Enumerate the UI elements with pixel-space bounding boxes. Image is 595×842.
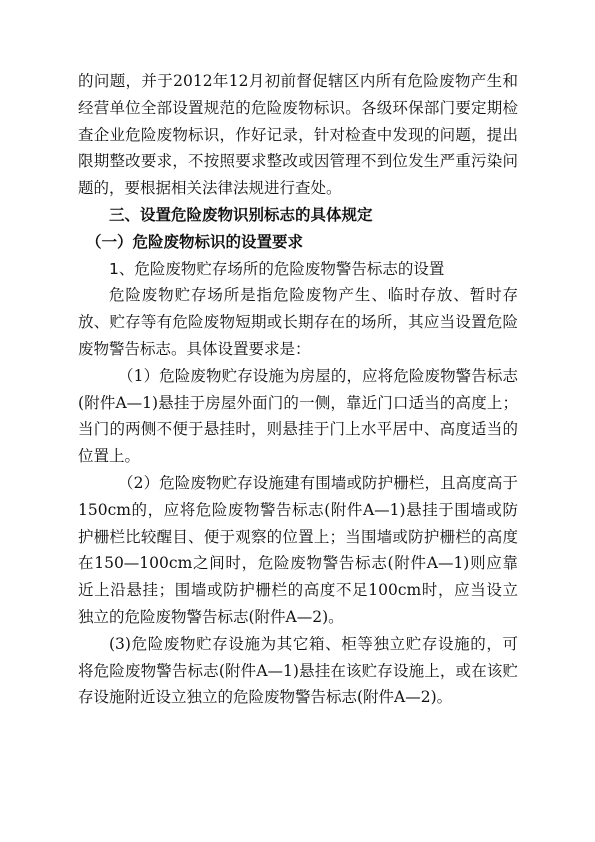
subsection-heading-1: （一）危险废物标识的设置要求: [86, 231, 304, 251]
paragraph-rule-2: （2）危险废物贮存设施建有围墙或防护栅栏，且高度高于150cm的，应将危险废物警告标志(附件A—1)悬挂于围墙或防护栅栏比较醒目、便于观察的位置上；当围墙或防护栅栏的高度在150—100cm之间时，危险废物警告标志(附件A—1)则应靠近上沿悬挂；围墙或防护栅栏的高度不足100cm时，应当设立独立的危险废物警告标志(附件A—2)。: [78, 473, 518, 626]
paragraph-rule-3: (3)危险废物贮存设施为其它箱、柜等独立贮存设施的，可将危险废物警告标志(附件A—1)悬挂在该贮存设施上，或在该贮存设施附近设立独立的危险废物警告标志(附件A—2)。: [78, 634, 518, 707]
paragraph-storage-definition: 危险废物贮存场所是指危险废物产生、临时存放、暂时存放、贮存等有危险废物短期或长期存在的场所，其应当设置危险废物警告标志。具体设置要求是：: [78, 286, 518, 358]
section-heading-3: 三、设置危险废物识别标志的具体规定: [109, 205, 373, 224]
document-page: [78, 68, 518, 711]
item-heading-1: 1、危险废物贮存场所的危险废物警告标志的设置: [109, 259, 445, 278]
paragraph-continuation: 的问题，并于2012年12月初前督促辖区内所有危险废物产生和经营单位全部设置规范的危险废物标识。各级环保部门要定期检查企业危险废物标识，作好记录，针对检查中发现的问题，提出限期整改要求，不按照要求整改或因管理不到位发生严重污染问题的，要根据相关法律法规进行查处。: [78, 72, 518, 198]
paragraph-rule-1: （1）危险废物贮存设施为房屋的，应将危险废物警告标志(附件A—1)悬挂于房屋外面门的一侧，靠近门口适当的高度上；当门的两侧不便于悬挂时，则悬挂于门上水平居中、高度适当的位置上。: [78, 366, 518, 466]
